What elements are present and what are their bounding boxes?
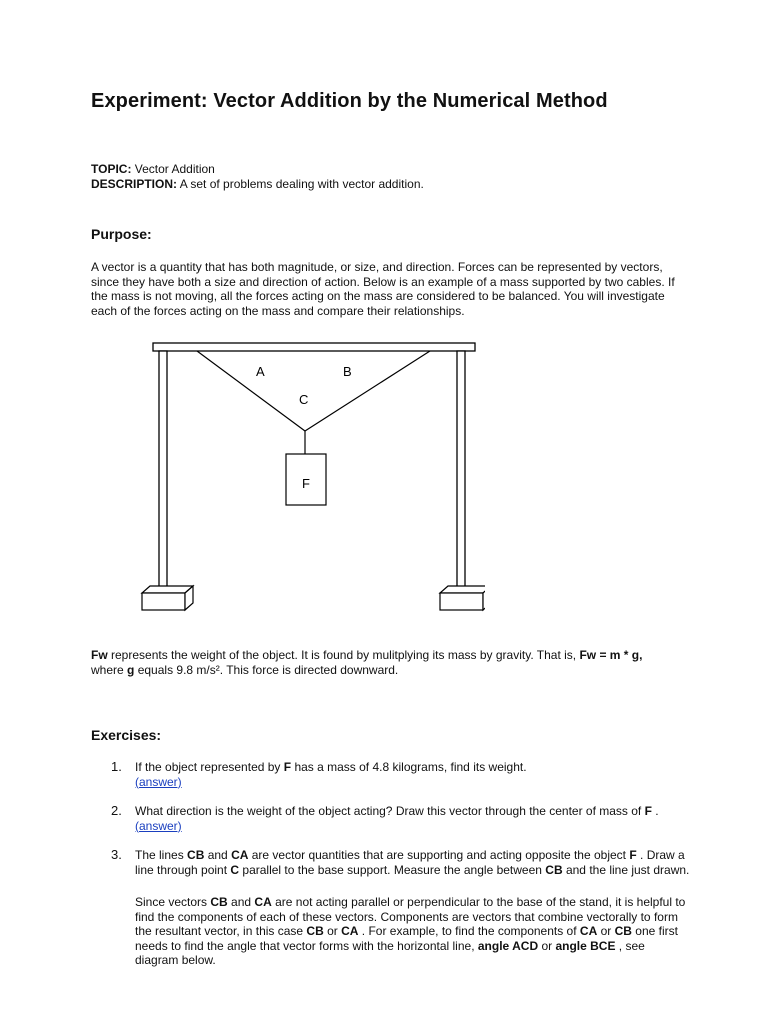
exercises-heading: Exercises: bbox=[91, 727, 162, 743]
ex3s-text-7: one first needs to find the angle that vector forms with the horizontal line, bbox=[135, 924, 678, 953]
ex3s-text-9: , see diagram below. bbox=[135, 938, 645, 967]
weight-text-3: equals 9.8 m/s². This force is directed downward. bbox=[134, 662, 399, 677]
page-title: Experiment: Vector Addition by the Numerical Method bbox=[91, 90, 608, 112]
exercise-1 bbox=[91, 760, 691, 789]
cable-ca bbox=[197, 351, 305, 431]
weight-text-1: represents the weight of the object. It is found by mulitplying its mass by gravity. That is, bbox=[107, 648, 580, 662]
meta-block bbox=[91, 162, 424, 192]
topic-line bbox=[91, 162, 424, 177]
right-post bbox=[457, 351, 465, 588]
cable-cb bbox=[305, 351, 430, 431]
stand-diagram bbox=[135, 335, 485, 620]
fw-term: Fw bbox=[91, 648, 108, 662]
topic-value: Vector Addition bbox=[131, 162, 215, 176]
ex3-f: F bbox=[629, 848, 637, 862]
ex3-text-3: are vector quantities that are supporting and acting opposite the object bbox=[248, 848, 630, 862]
purpose-heading: Purpose: bbox=[91, 226, 152, 242]
ex3s-text-6: or bbox=[597, 924, 615, 938]
ex3-text-2: and bbox=[204, 848, 232, 862]
topic-label: TOPIC: bbox=[91, 162, 132, 176]
exercise-2 bbox=[91, 804, 691, 833]
answer-link-1[interactable]: (answer) bbox=[135, 774, 182, 789]
ex3s-ca: CA bbox=[254, 895, 272, 909]
ex3-text-5: parallel to the base support. Measure the angle between bbox=[239, 862, 546, 877]
ex3-text-6: and the line just drawn. bbox=[562, 862, 690, 877]
exercise-list bbox=[91, 760, 691, 983]
right-base bbox=[440, 586, 485, 610]
ex3-cb: CB bbox=[187, 848, 205, 862]
ex1-f: F bbox=[283, 760, 292, 774]
ex3s-text-2: and bbox=[227, 895, 255, 909]
ex2-f: F bbox=[644, 804, 652, 818]
ex3-c: C bbox=[230, 862, 240, 877]
ex3s-cb2: CB bbox=[306, 924, 324, 938]
answer-link-2[interactable]: (answer) bbox=[135, 818, 182, 833]
ex3s-ca2: CA bbox=[341, 924, 359, 938]
description-line bbox=[91, 177, 424, 192]
label-a: A bbox=[256, 364, 265, 379]
exercise-3-subtext bbox=[135, 895, 691, 968]
ex3s-ca3: CA bbox=[579, 924, 598, 938]
description-value: A set of problems dealing with vector addition. bbox=[177, 177, 424, 191]
ex3s-text-5: . For example, to find the components of bbox=[358, 924, 580, 938]
exercise-number: 3. bbox=[111, 847, 122, 862]
ex2-text-2: . bbox=[651, 804, 659, 818]
ex1-text-1: If the object represented by bbox=[135, 760, 284, 774]
ex3-cb2: CB bbox=[545, 862, 563, 877]
g-term: g bbox=[127, 662, 135, 677]
ex3s-bce: angle BCE bbox=[555, 938, 616, 953]
description-label: DESCRIPTION: bbox=[91, 177, 178, 191]
ex3s-cb: CB bbox=[210, 895, 228, 909]
exercise-3-text bbox=[135, 848, 691, 877]
ex3-text-4: . Draw a line through point bbox=[135, 848, 685, 877]
purpose-paragraph: A vector is a quantity that has both magnitude, or size, and direction. Forces can be represented by vectors, since they have both a size and direction of action. Below is an example of a mass supported by two cables. If the mass is not moving, all the forces acting on the mass are considered to be balanced. You will investigate each of the forces acting on the mass and compare their relationships. bbox=[91, 260, 675, 318]
ex3s-cb3: CB bbox=[614, 924, 632, 938]
weight-formula: Fw = m * g, bbox=[579, 648, 643, 662]
label-c: C bbox=[299, 392, 309, 407]
exercise-1-text bbox=[135, 760, 691, 775]
ex2-text-1: What direction is the weight of the object acting? Draw this vector through the center of mass of bbox=[135, 804, 645, 818]
top-bar bbox=[153, 343, 475, 351]
exercise-number: 1. bbox=[111, 759, 122, 774]
weight-text-2: where bbox=[91, 662, 128, 677]
weight-paragraph bbox=[91, 648, 676, 677]
left-base bbox=[142, 586, 193, 610]
exercise-2-text bbox=[135, 804, 691, 819]
left-post bbox=[159, 351, 167, 588]
ex1-text-2: has a mass of 4.8 kilograms, find its weight. bbox=[291, 760, 527, 774]
ex3s-text-8: or bbox=[538, 938, 556, 953]
ex3s-text-3: are not acting parallel or perpendicular to the base of the stand, it is helpful to find the components of each of these vectors. Components are vectors that combine vectorally to form the resultant vector, in this case bbox=[135, 895, 686, 938]
label-b: B bbox=[343, 364, 352, 379]
ex3-ca: CA bbox=[231, 848, 249, 862]
exercise-3 bbox=[91, 848, 691, 968]
label-f: F bbox=[302, 476, 310, 491]
ex3s-text-4: or bbox=[323, 924, 342, 938]
ex3-text-1: The lines bbox=[135, 848, 188, 862]
exercise-number: 2. bbox=[111, 803, 122, 818]
ex3s-text-1: Since vectors bbox=[135, 895, 211, 909]
ex3s-acd: angle ACD bbox=[477, 938, 539, 953]
